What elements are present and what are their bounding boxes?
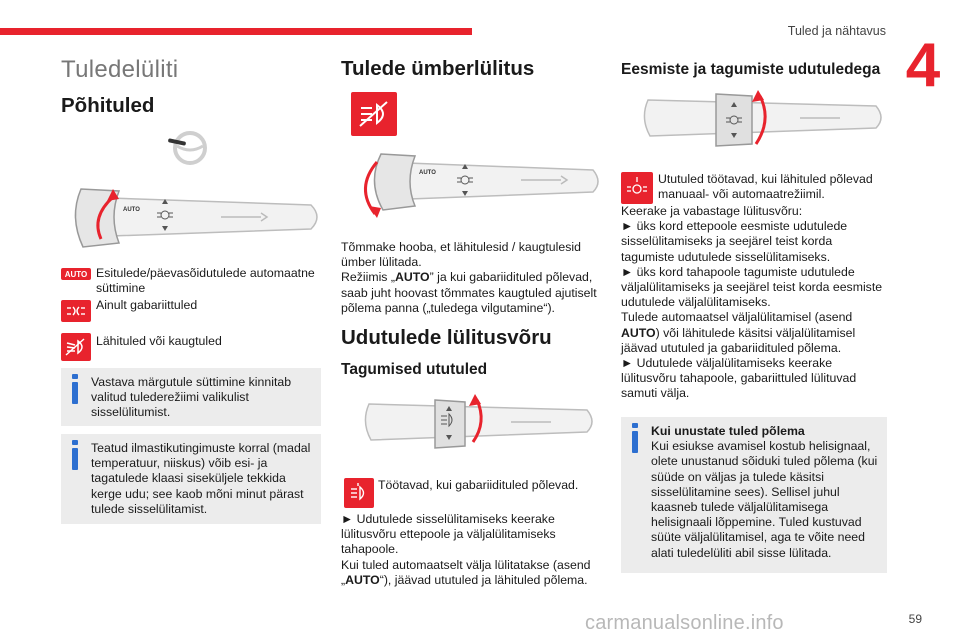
dipped-beam-text: Lähituled või kaugtuled <box>96 334 222 348</box>
heading-rear-fog: Tagumised ututuled <box>341 361 488 378</box>
auto-lights-text: Esitulede/päevasõidutulede automaatne süttimine <box>96 266 315 296</box>
light-stalk-illustration <box>61 177 323 255</box>
front-rear-fog-stalk-illustration <box>640 86 886 156</box>
front-rear-fog-text: Ututuled töötavad, kui lähituled põlevad manuaal- või automaatrežiimil. <box>658 172 873 202</box>
rear-fog-step: ► Udutulede sisselülitamiseks keerake lülitusvõru ettepoole ja väljalülitamiseks tahapoole. <box>341 512 556 557</box>
beam-stalk-illustration <box>341 148 603 218</box>
fog-instructions: Keerake ja vabastage lülitusvõru: ► üks kord ettepoole eesmiste udutulede sisselülitamiseks ja seejärel teist korda tagumiste udutulede sisselülitamiseks. ► üks kord tahapoole tagumiste udutulede väljalülitamiseks ja seejärel teist korda eesmiste udutulede väljalülitamiseks. Tulede automaatsel väljalülitamisel (asend AUTO) või lähitulede käsitsi väljalülitamisel jäävad ututuled ja gabariidituled põlema. ► Udutulede väljalülitamiseks keerake lülitusvõru tahapoole, gabariittuled lülituvad samuti välja. <box>621 204 883 401</box>
chapter-number: 4 <box>905 31 941 100</box>
page-number: 59 <box>908 612 922 626</box>
position-lights-text: Ainult gabariittuled <box>96 298 198 312</box>
front-rear-fog-icon <box>621 172 653 204</box>
rear-fog-stalk-illustration <box>361 392 597 456</box>
heading-front-rear-fog: Eesmiste ja tagumiste udutuledega <box>621 61 881 78</box>
section-title: Tuled ja nähtavus <box>787 24 886 38</box>
watermark: carmanualsonline.info <box>585 612 784 634</box>
auto-icon: AUTO <box>61 268 91 280</box>
heading-beam-switch: Tulede ümberlülitus <box>341 57 535 80</box>
steering-wheel-icon <box>166 130 210 166</box>
rear-fog-icon <box>344 478 374 508</box>
dipped-beam-icon <box>61 333 91 361</box>
stalk-label-auto: AUTO <box>419 170 436 176</box>
stalk-label-auto: AUTO <box>123 207 140 213</box>
beam-switch-text: Tõmmake hooba, et lähitulesid / kaugtulesid ümber lülitada. Režiimis „AUTO” ja kui gabariidituled põlevad, saab juht hoovast tõmmates kaugtuled ajutiselt põlema panna („tuledega vilgutamine“). <box>341 240 597 315</box>
heading-main-lights: Põhituled <box>61 94 155 117</box>
header-red-bar <box>0 28 472 35</box>
info-box-condensation: Teatud ilmastikutingimuste korral (madal temperatuur, niiskus) võib esi- ja tagatulede klaasi siseküljele tekkida kerge udu; see kaob mõni minut pärast tulede sisselülitamist. <box>61 434 321 524</box>
main-beam-icon <box>351 92 397 136</box>
rear-fog-text: Töötavad, kui gabariidituled põlevad. <box>378 478 579 492</box>
info-icon <box>68 374 82 404</box>
info-icon <box>628 423 642 453</box>
rear-fog-note: Kui tuled automaatselt välja lülitatakse (asend „AUTO“), jäävad ututuled ja lähituled põlema. <box>341 558 591 588</box>
page-title: Tuledelüliti <box>61 56 179 83</box>
heading-fog-ring: Udutulede lülitusvõru <box>341 326 552 349</box>
info-box-indicator: Vastava märgutule süttimine kinnitab valitud tulederežiimi valikulist sisselülitumist. <box>61 368 321 426</box>
position-lights-icon <box>61 300 91 322</box>
info-box-lights-on-warning: Kui unustate tuled põlema Kui esiukse avamisel kostub helisignaal, olete unustanud sõiduki tuled põlema (kui süüde on väljas ja tulede käsitsi sisselülitamine sees). Sellisel juhul kaasneb tulede väljalülitamisega helisignaali lõppemine. Tuled kustuvad süüte väljalülitamisel, aga te võite need alati tuledelüliti abil sisse lülitada. <box>621 417 887 573</box>
info-icon <box>68 440 82 470</box>
